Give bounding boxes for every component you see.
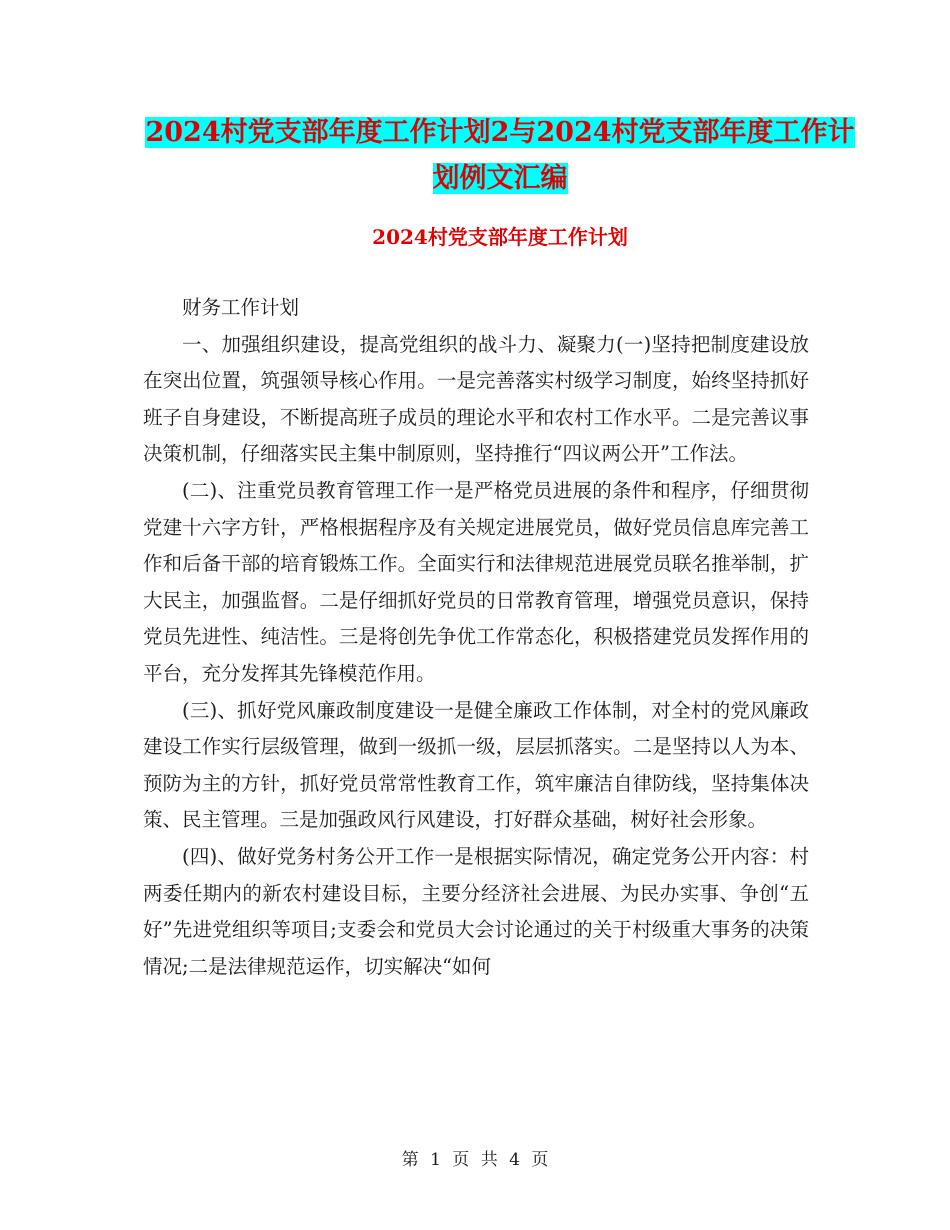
- document-title-text: 2024村党支部年度工作计划2与2024村党支部年度工作计划例文汇编: [145, 117, 855, 194]
- paragraph: (二)、注重党员教育管理工作一是严格党员进展的条件和程序，仔细贯彻党建十六字方针，严格根据程序及有关规定进展党员，做好党员信息库完善工作和后备干部的培育锻炼工作。全面实行和法律规范进展党员联名推举制，扩大民主，加强监督。二是仔细抓好党员的日常教育管理，增强党员意识，保持党员先进性、纯洁性。三是将创先争优工作常态化，积极搭建党员发挥作用的平台，充分发挥其先锋模范作用。: [143, 478, 809, 685]
- document-body: [143, 290, 809, 985]
- paragraph: 一、加强组织建设，提高党组织的战斗力、凝聚力(一)坚持把制度建设放在突出位置，筑强领导核心作用。一是完善落实村级学习制度，始终坚持抓好班子自身建设，不断提高班子成员的理论水平和农村工作水平。二是完善议事决策机制，仔细落实民主集中制原则，坚持推行“四议两公开”工作法。: [143, 332, 809, 466]
- document-title: [140, 110, 860, 202]
- paragraph: (四)、做好党务村务公开工作一是根据实际情况，确定党务公开内容：村两委任期内的新农村建设目标，主要分经济社会进展、为民办实事、争创“五好”先进党组织等项目;支委会和党员大会讨论通过的关于村级重大事务的决策情况;二是法律规范运作，切实解决“如何: [143, 844, 809, 978]
- paragraph: 财务工作计划: [182, 296, 300, 319]
- section-title: 2024村党支部年度工作计划: [372, 225, 628, 249]
- paragraph: (三)、抓好党风廉政制度建设一是健全廉政工作体制，对全村的党风廉政建设工作实行层级管理，做到一级抓一级，层层抓落实。二是坚持以人为本、预防为主的方针，抓好党员常常性教育工作，筑牢廉洁自律防线，坚持集体决策、民主管理。三是加强政风行风建设，打好群众基础，树好社会形象。: [143, 698, 809, 832]
- page-footer: 第 1 页 共 4 页: [401, 1150, 549, 1170]
